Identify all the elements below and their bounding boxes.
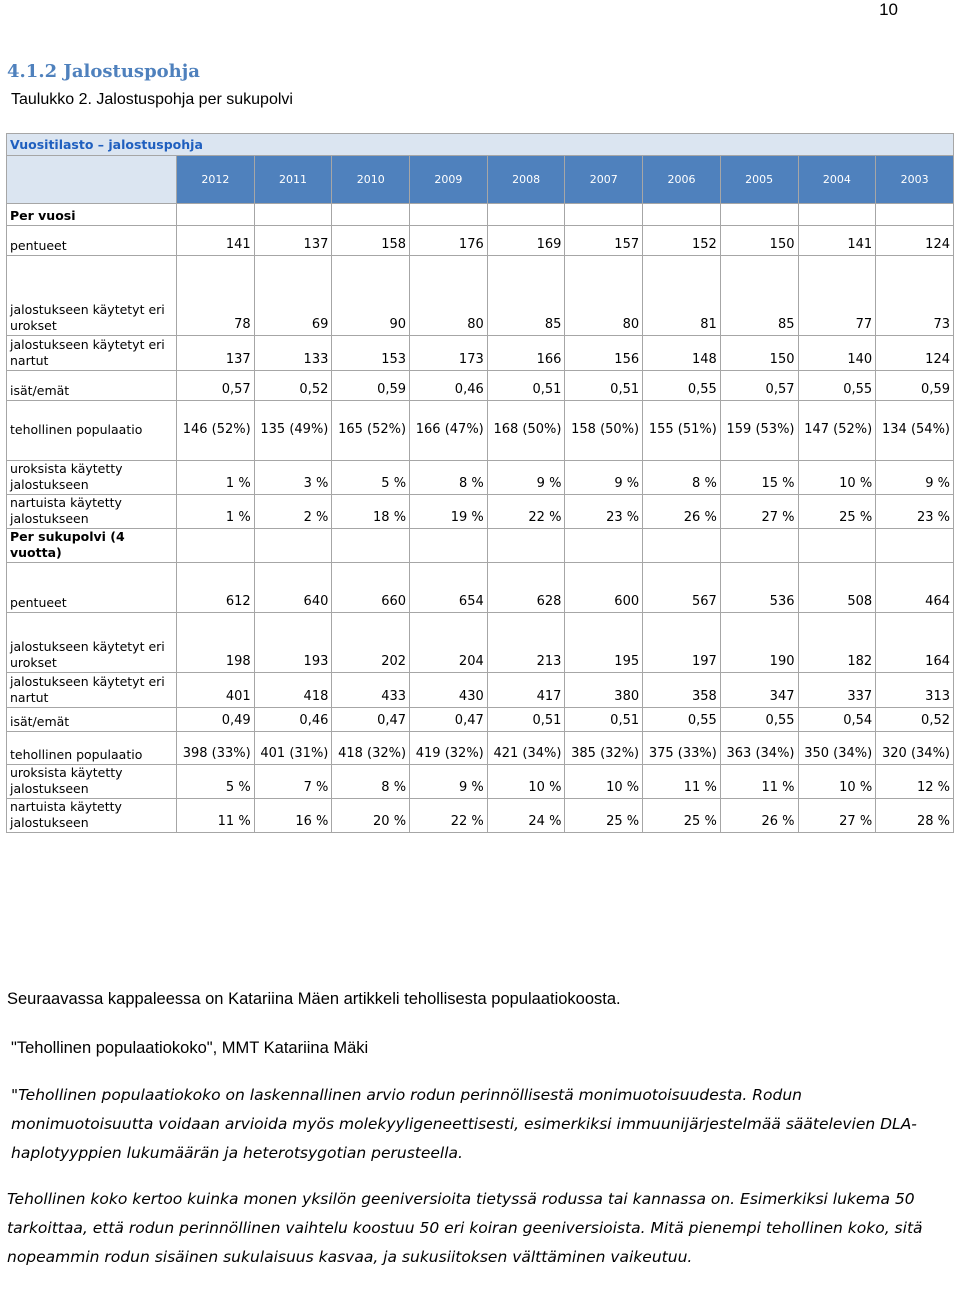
value-cell: 385 (32%) [565,732,643,765]
value-cell: 363 (34%) [720,732,798,765]
value-cell: 146 (52%) [177,401,255,461]
value-cell: 133 [254,336,332,371]
year-header: 2010 [332,156,410,204]
value-cell: 9 % [565,461,643,495]
value-cell: 22 % [487,495,565,529]
row-label: jalostukseen käytetyt eri nartut [7,336,177,371]
value-cell: 418 (32%) [332,732,410,765]
value-cell: 150 [720,336,798,371]
empty-cell [254,204,332,226]
row-label: tehollinen populaatio [7,401,177,461]
value-cell: 3 % [254,461,332,495]
empty-cell [254,529,332,563]
value-cell: 12 % [876,765,954,799]
value-cell: 0,51 [487,708,565,732]
empty-cell [410,529,488,563]
value-cell: 0,55 [643,371,721,401]
value-cell: 0,59 [332,371,410,401]
value-cell: 0,52 [876,708,954,732]
value-cell: 73 [876,256,954,336]
value-cell: 173 [410,336,488,371]
value-cell: 147 (52%) [798,401,876,461]
year-header: 2003 [876,156,954,204]
value-cell: 195 [565,613,643,673]
section-heading: 4.1.2 Jalostuspohja [7,61,200,82]
empty-cell [487,529,565,563]
empty-cell [798,529,876,563]
value-cell: 202 [332,613,410,673]
value-cell: 153 [332,336,410,371]
row-label: nartuista käytetty jalostukseen [7,495,177,529]
value-cell: 176 [410,226,488,256]
empty-cell [177,204,255,226]
stats-table [6,133,954,833]
value-cell: 20 % [332,799,410,833]
value-cell: 28 % [876,799,954,833]
empty-cell [177,529,255,563]
value-cell: 124 [876,336,954,371]
year-header: 2005 [720,156,798,204]
value-cell: 0,47 [332,708,410,732]
article-paragraph-2: Tehollinen koko kertoo kuinka monen yksilön geeniversioita tietyssä rodussa tai kannassa on. Esimerkiksi lukema 50 tarkoittaa, että rodun perinnöllinen vaihtelu koostuu 50 eri koiran geeniversioista. Mitä pienempi tehollinen koko, sitä nopeammin rodun sisäinen sukulaisuus kasvaa, ja sukusiitoksen välttäminen vaikeutuu. [7,1190,923,1266]
section-label: Per sukupolvi (4 vuotta) [7,529,177,563]
value-cell: 19 % [410,495,488,529]
value-cell: 313 [876,673,954,708]
value-cell: 421 (34%) [487,732,565,765]
value-cell: 9 % [487,461,565,495]
row-label: tehollinen populaatio [7,732,177,765]
value-cell: 10 % [487,765,565,799]
value-cell: 134 (54%) [876,401,954,461]
value-cell: 508 [798,563,876,613]
value-cell: 536 [720,563,798,613]
row-label: uroksista käytetty jalostukseen [7,461,177,495]
value-cell: 10 % [798,765,876,799]
empty-cell [565,529,643,563]
value-cell: 77 [798,256,876,336]
value-cell: 600 [565,563,643,613]
page-number: 10 [879,0,898,19]
row-label: uroksista käytetty jalostukseen [7,765,177,799]
value-cell: 0,52 [254,371,332,401]
value-cell: 24 % [487,799,565,833]
row-label: jalostukseen käytetyt eri urokset [7,256,177,336]
value-cell: 0,57 [177,371,255,401]
value-cell: 398 (33%) [177,732,255,765]
value-cell: 193 [254,613,332,673]
value-cell: 347 [720,673,798,708]
value-cell: 148 [643,336,721,371]
empty-cell [643,204,721,226]
value-cell: 190 [720,613,798,673]
value-cell: 204 [410,613,488,673]
value-cell: 628 [487,563,565,613]
value-cell: 358 [643,673,721,708]
value-cell: 80 [565,256,643,336]
empty-cell [410,204,488,226]
value-cell: 654 [410,563,488,613]
table-title: Vuositilasto – jalostuspohja [7,134,954,156]
value-cell: 337 [798,673,876,708]
value-cell: 25 % [643,799,721,833]
empty-cell [487,204,565,226]
value-cell: 26 % [643,495,721,529]
value-cell: 78 [177,256,255,336]
row-label: jalostukseen käytetyt eri urokset [7,613,177,673]
value-cell: 0,47 [410,708,488,732]
value-cell: 85 [720,256,798,336]
value-cell: 464 [876,563,954,613]
row-label: isät/emät [7,708,177,732]
value-cell: 8 % [643,461,721,495]
year-header: 2008 [487,156,565,204]
empty-cell [332,204,410,226]
value-cell: 0,54 [798,708,876,732]
value-cell: 0,51 [487,371,565,401]
value-cell: 380 [565,673,643,708]
value-cell: 168 (50%) [487,401,565,461]
year-header: 2012 [177,156,255,204]
value-cell: 567 [643,563,721,613]
value-cell: 612 [177,563,255,613]
value-cell: 0,57 [720,371,798,401]
value-cell: 26 % [720,799,798,833]
value-cell: 27 % [798,799,876,833]
value-cell: 16 % [254,799,332,833]
value-cell: 197 [643,613,721,673]
value-cell: 10 % [565,765,643,799]
value-cell: 150 [720,226,798,256]
value-cell: 0,51 [565,708,643,732]
value-cell: 401 (31%) [254,732,332,765]
header-empty [7,156,177,204]
value-cell: 69 [254,256,332,336]
value-cell: 141 [798,226,876,256]
value-cell: 15 % [720,461,798,495]
value-cell: 433 [332,673,410,708]
value-cell: 7 % [254,765,332,799]
intro-text: Seuraavassa kappaleessa on Katariina Mäen artikkeli tehollisesta populaatiokoosta. [7,990,621,1008]
empty-cell [720,204,798,226]
value-cell: 152 [643,226,721,256]
value-cell: 419 (32%) [410,732,488,765]
value-cell: 165 (52%) [332,401,410,461]
table-caption: Taulukko 2. Jalostuspohja per sukupolvi [11,91,293,108]
row-label: isät/emät [7,371,177,401]
value-cell: 166 [487,336,565,371]
value-cell: 213 [487,613,565,673]
value-cell: 1 % [177,461,255,495]
empty-cell [798,204,876,226]
value-cell: 8 % [410,461,488,495]
value-cell: 137 [254,226,332,256]
value-cell: 430 [410,673,488,708]
value-cell: 135 (49%) [254,401,332,461]
value-cell: 0,55 [720,708,798,732]
value-cell: 660 [332,563,410,613]
value-cell: 164 [876,613,954,673]
value-cell: 9 % [876,461,954,495]
value-cell: 140 [798,336,876,371]
value-cell: 0,51 [565,371,643,401]
value-cell: 159 (53%) [720,401,798,461]
empty-cell [876,204,954,226]
value-cell: 1 % [177,495,255,529]
value-cell: 22 % [410,799,488,833]
article-paragraph-1: "Tehollinen populaatiokoko on laskennallinen arvio rodun perinnöllisestä monimuotoisuudesta. Rodun monimuotoisuutta voidaan arvioida myös molekyyligeneettisesti, esimerkiksi immuunijärjestelmää säätelevien DLA-haplotyyppien lukumäärän ja heterotsygotian perusteella. [11,1086,917,1162]
row-label: pentueet [7,226,177,256]
value-cell: 25 % [798,495,876,529]
value-cell: 141 [177,226,255,256]
year-header: 2004 [798,156,876,204]
value-cell: 10 % [798,461,876,495]
value-cell: 166 (47%) [410,401,488,461]
value-cell: 0,55 [643,708,721,732]
row-label: nartuista käytetty jalostukseen [7,799,177,833]
value-cell: 0,46 [410,371,488,401]
value-cell: 155 (51%) [643,401,721,461]
value-cell: 23 % [565,495,643,529]
value-cell: 169 [487,226,565,256]
value-cell: 11 % [720,765,798,799]
value-cell: 5 % [332,461,410,495]
value-cell: 8 % [332,765,410,799]
row-label: pentueet [7,563,177,613]
value-cell: 375 (33%) [643,732,721,765]
value-cell: 11 % [643,765,721,799]
value-cell: 0,55 [798,371,876,401]
value-cell: 5 % [177,765,255,799]
value-cell: 2 % [254,495,332,529]
value-cell: 182 [798,613,876,673]
empty-cell [332,529,410,563]
value-cell: 418 [254,673,332,708]
value-cell: 158 (50%) [565,401,643,461]
value-cell: 0,49 [177,708,255,732]
value-cell: 0,59 [876,371,954,401]
year-header: 2009 [410,156,488,204]
value-cell: 158 [332,226,410,256]
value-cell: 27 % [720,495,798,529]
value-cell: 90 [332,256,410,336]
empty-cell [565,204,643,226]
year-header: 2011 [254,156,332,204]
value-cell: 124 [876,226,954,256]
value-cell: 85 [487,256,565,336]
value-cell: 350 (34%) [798,732,876,765]
empty-cell [876,529,954,563]
value-cell: 0,46 [254,708,332,732]
value-cell: 80 [410,256,488,336]
value-cell: 81 [643,256,721,336]
empty-cell [720,529,798,563]
value-cell: 640 [254,563,332,613]
value-cell: 157 [565,226,643,256]
article-title: "Tehollinen populaatiokoko", MMT Katariina Mäki [11,1039,369,1057]
year-header: 2006 [643,156,721,204]
value-cell: 25 % [565,799,643,833]
value-cell: 156 [565,336,643,371]
value-cell: 137 [177,336,255,371]
year-header: 2007 [565,156,643,204]
row-label: jalostukseen käytetyt eri nartut [7,673,177,708]
section-label: Per vuosi [7,204,177,226]
value-cell: 11 % [177,799,255,833]
value-cell: 417 [487,673,565,708]
empty-cell [643,529,721,563]
value-cell: 23 % [876,495,954,529]
value-cell: 320 (34%) [876,732,954,765]
value-cell: 18 % [332,495,410,529]
value-cell: 401 [177,673,255,708]
value-cell: 9 % [410,765,488,799]
value-cell: 198 [177,613,255,673]
